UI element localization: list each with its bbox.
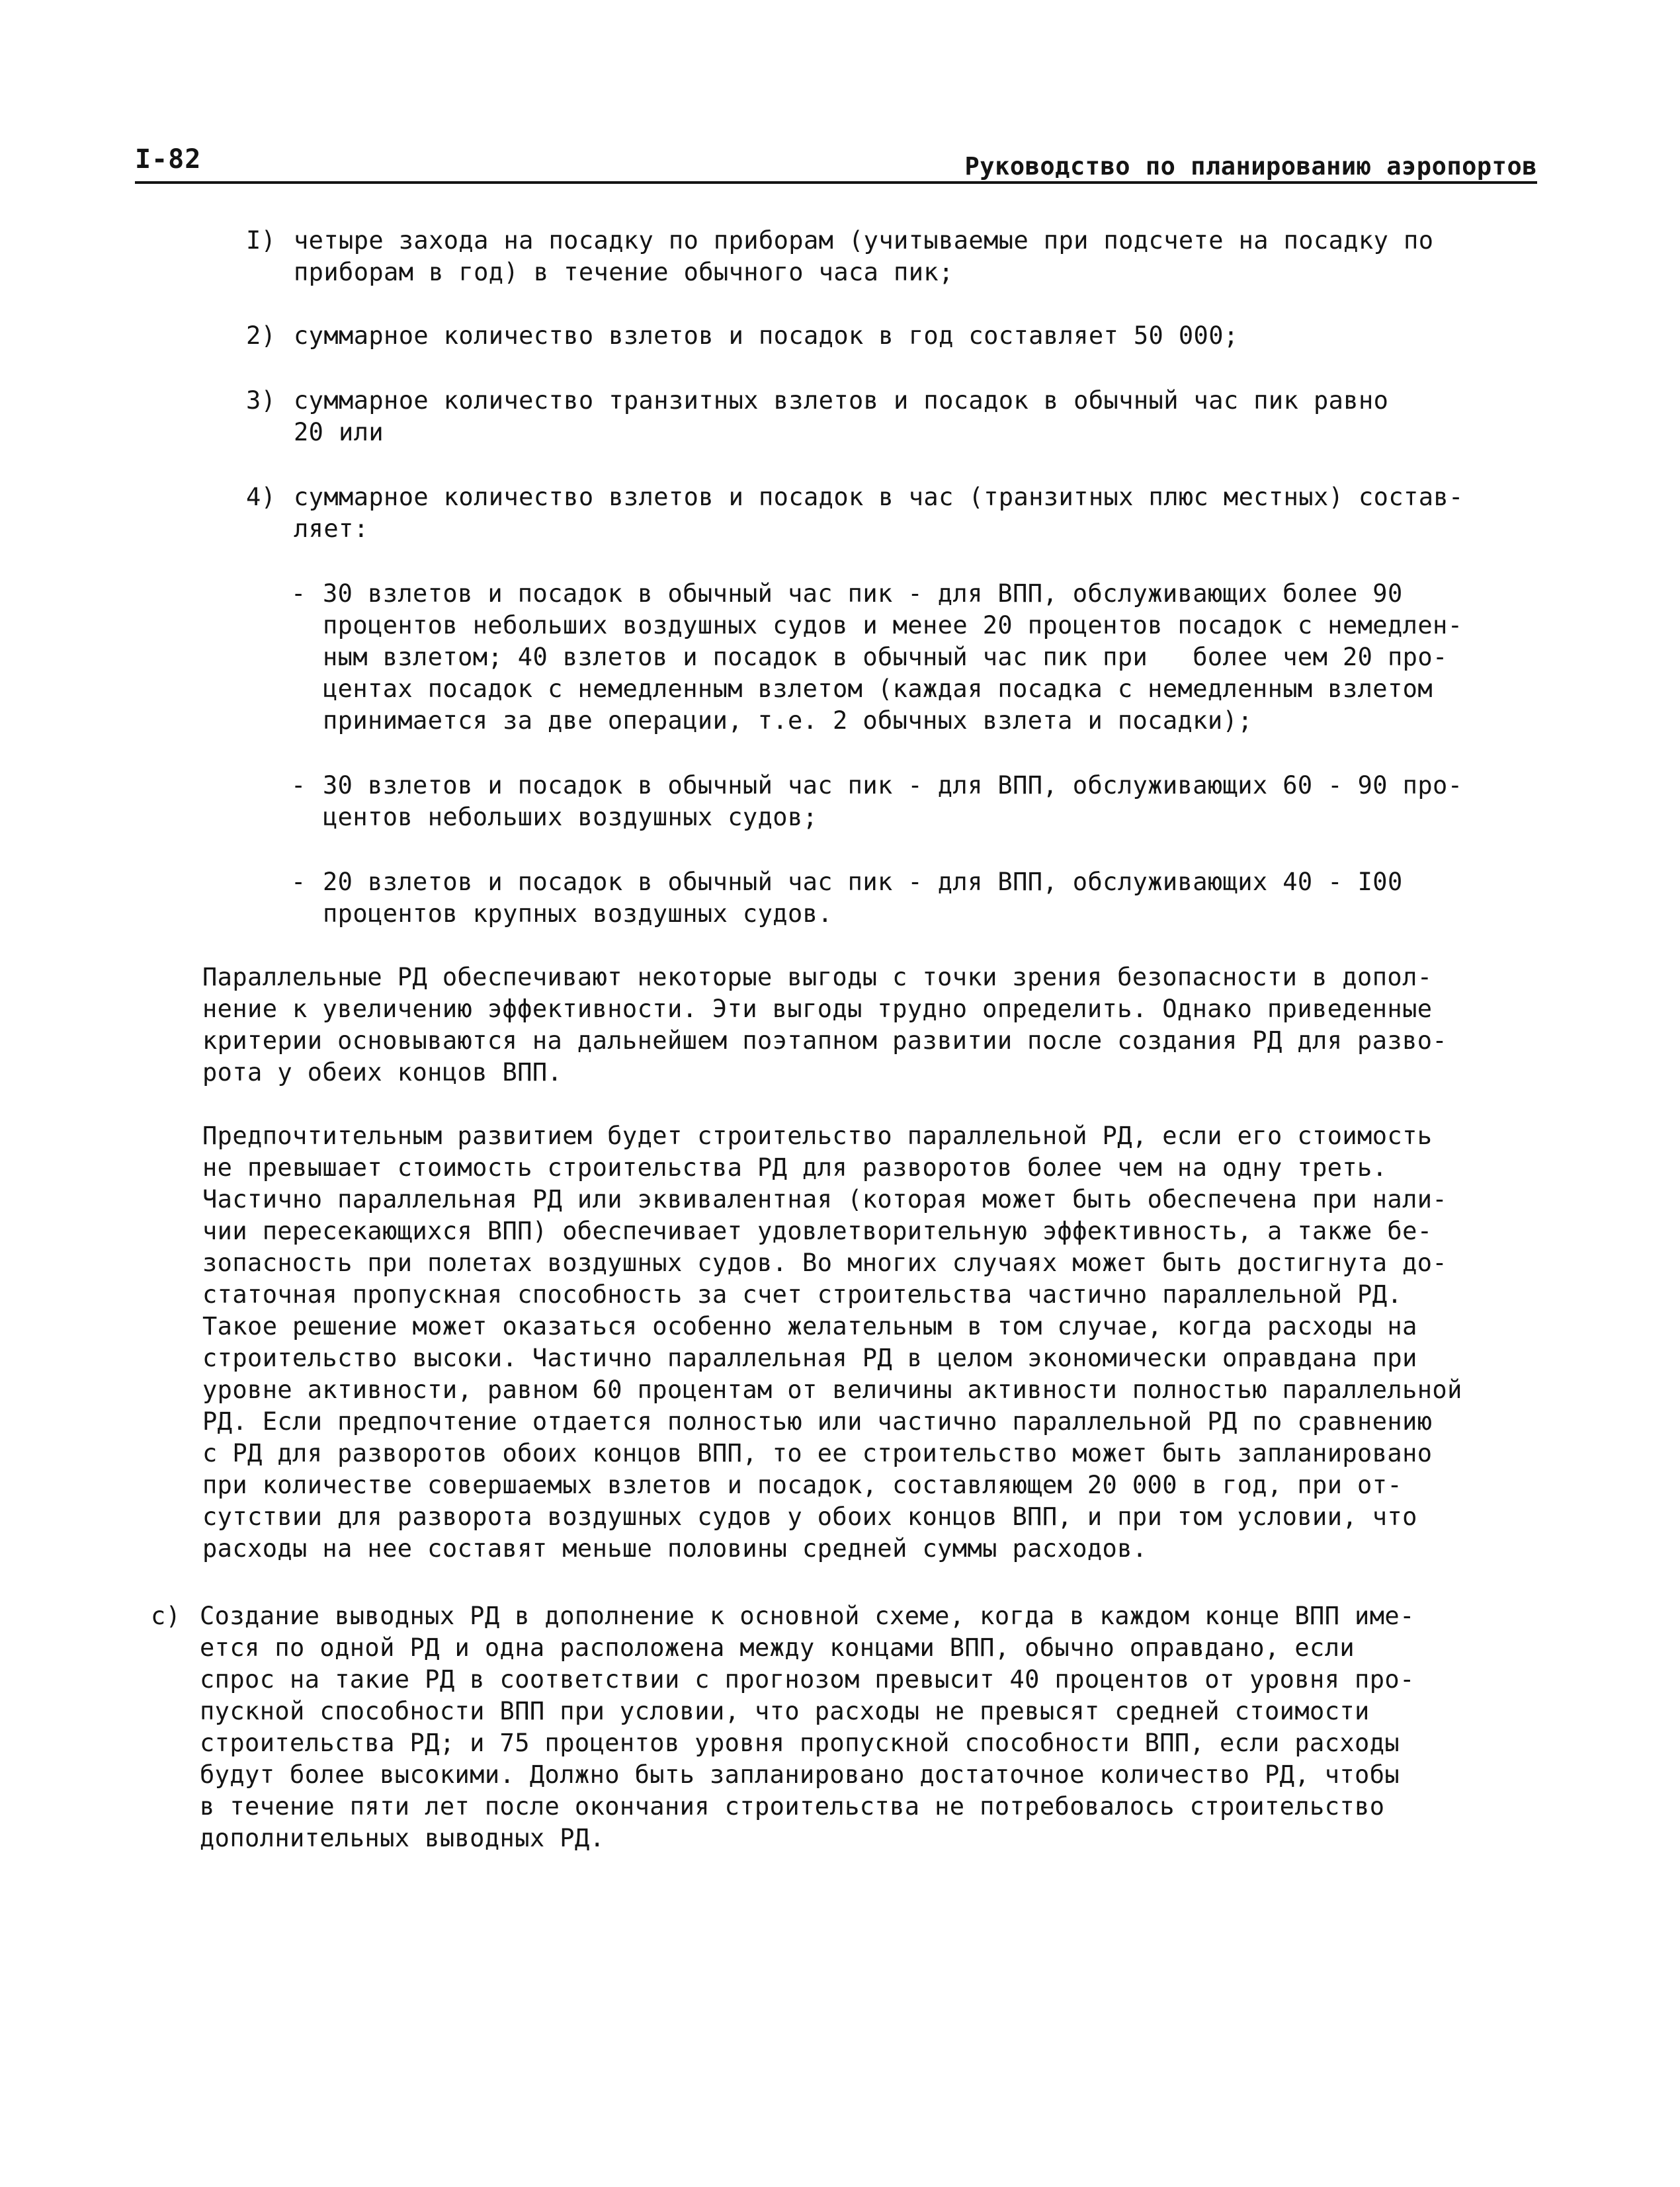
- condition-2-text: [294, 320, 1239, 352]
- dash-item-2-marker: -: [291, 771, 306, 800]
- text-line: статочная пропускная способность за счет строительства частично параллельной РД.: [202, 1280, 1403, 1309]
- text-line: строительство высоки. Частично параллельная РД в целом экономически оправдана при: [202, 1344, 1417, 1372]
- text-line: при количестве совершаемых взлетов и посадок, составляющем 20 000 в год, при от-: [202, 1471, 1403, 1499]
- condition-3-text: [294, 385, 1388, 448]
- text-line: Предпочтительным развитием будет строительство параллельной РД, если его стоимость: [202, 1122, 1433, 1150]
- text-line: рота у обеих концов ВПП.: [202, 1058, 563, 1087]
- dash-item-1-marker: -: [291, 579, 306, 608]
- text-line: чии пересекающихся ВПП) обеспечивает удовлетворительную эффективность, а также бе-: [202, 1217, 1433, 1245]
- text-line: Частично параллельная РД или эквивалентная (которая может быть обеспечена при нали-: [202, 1185, 1448, 1214]
- condition-2-marker: 2): [246, 321, 276, 350]
- condition-1-text: [294, 225, 1433, 288]
- paragraph-parallel-taxiways: [202, 962, 1447, 1089]
- text-line: нение к увеличению эффективности. Эти выгоды трудно определить. Однако приведенные: [202, 995, 1433, 1023]
- text-line: Такое решение может оказаться особенно желательным в том случае, когда расходы на: [202, 1312, 1417, 1341]
- condition-1-marker: I): [246, 226, 276, 255]
- text-line: суммарное количество взлетов и посадок в час (транзитных плюс местных) состав-: [294, 483, 1464, 511]
- text-line: центов небольших воздушных судов;: [323, 803, 818, 831]
- text-line: ляет:: [294, 515, 369, 543]
- text-line: Параллельные РД обеспечивают некоторые выгоды с точки зрения безопасности в допол-: [202, 963, 1433, 991]
- running-title: Руководство по планированию аэропортов: [964, 152, 1537, 181]
- text-line: четыре захода на посадку по приборам (учитываемые при подсчете на посадку по: [294, 226, 1434, 255]
- text-line: будут более высокими. Должно быть запланировано достаточное количество РД, чтобы: [200, 1760, 1400, 1789]
- paragraph-preferred-development: [202, 1120, 1462, 1565]
- text-line: строительства РД; и 75 процентов уровня пропускной способности ВПП, если расходы: [200, 1729, 1400, 1757]
- text-line: суммарное количество взлетов и посадок в год составляет 50 000;: [294, 321, 1239, 350]
- dash-item-3-marker: -: [291, 868, 306, 896]
- item-c-marker: c): [151, 1602, 181, 1630]
- text-line: пускной способности ВПП при условии, что расходы не превысят средней стоимости: [200, 1697, 1370, 1725]
- text-line: не превышает стоимость строительства РД для разворотов более чем на одну треть.: [202, 1153, 1388, 1182]
- condition-4-text: [294, 481, 1464, 545]
- text-line: центах посадок с немедленным взлетом (каждая посадка с немедленным взлетом: [323, 675, 1433, 703]
- condition-4-marker: 4): [246, 483, 276, 511]
- text-line: 30 взлетов и посадок в обычный час пик - для ВПП, обслуживающих более 90: [323, 579, 1403, 608]
- text-line: расходы на нее составят меньше половины средней суммы расходов.: [202, 1534, 1148, 1563]
- text-line: в течение пяти лет после окончания строительства не потребовалось строительство: [200, 1792, 1385, 1821]
- text-line: приборам в год) в течение обычного часа пик;: [294, 258, 954, 286]
- text-line: 20 или: [294, 418, 384, 446]
- text-line: 20 взлетов и посадок в обычный час пик - для ВПП, обслуживающих 40 - I00: [323, 868, 1403, 896]
- text-line: зопасность при полетах воздушных судов. Во многих случаях может быть достигнута до-: [202, 1249, 1448, 1277]
- text-line: критерии основываются на дальнейшем поэтапном развитии после создания РД для разво-: [202, 1026, 1448, 1055]
- text-line: спрос на такие РД в соответствии с прогнозом превысит 40 процентов от уровня про-: [200, 1665, 1415, 1694]
- text-line: РД. Если предпочтение отдается полностью или частично параллельной РД по сравнению: [202, 1407, 1433, 1436]
- dash-item-2-text: [323, 770, 1462, 833]
- page-header: [135, 140, 1537, 184]
- text-line: уровне активности, равном 60 процентам от величины активности полностью параллельной: [202, 1376, 1462, 1404]
- text-line: сутствии для разворота воздушных судов у обоих концов ВПП, и при том условии, что: [202, 1503, 1417, 1531]
- dash-item-1-text: [323, 578, 1462, 737]
- page-number: I-82: [135, 144, 202, 175]
- condition-3-marker: 3): [246, 386, 276, 415]
- text-line: дополнительных выводных РД.: [200, 1824, 605, 1852]
- text-line: 30 взлетов и посадок в обычный час пик - для ВПП, обслуживающих 60 - 90 про-: [323, 771, 1463, 800]
- text-line: принимается за две операции, т.е. 2 обычных взлета и посадки);: [323, 706, 1253, 735]
- text-line: процентов небольших воздушных судов и менее 20 процентов посадок с немедлен-: [323, 611, 1463, 640]
- text-line: Создание выводных РД в дополнение к основной схеме, когда в каждом конце ВПП име-: [200, 1602, 1415, 1630]
- item-c-text: [200, 1600, 1415, 1854]
- dash-item-3-text: [323, 866, 1403, 930]
- text-line: ным взлетом; 40 взлетов и посадок в обычный час пик при более чем 20 про-: [323, 643, 1448, 671]
- text-line: суммарное количество транзитных взлетов и посадок в обычный час пик равно: [294, 386, 1389, 415]
- text-line: ется по одной РД и одна расположена между концами ВПП, обычно оправдано, если: [200, 1633, 1355, 1662]
- text-line: процентов крупных воздушных судов.: [323, 899, 833, 928]
- text-line: с РД для разворотов обоих концов ВПП, то ее строительство может быть запланировано: [202, 1439, 1433, 1467]
